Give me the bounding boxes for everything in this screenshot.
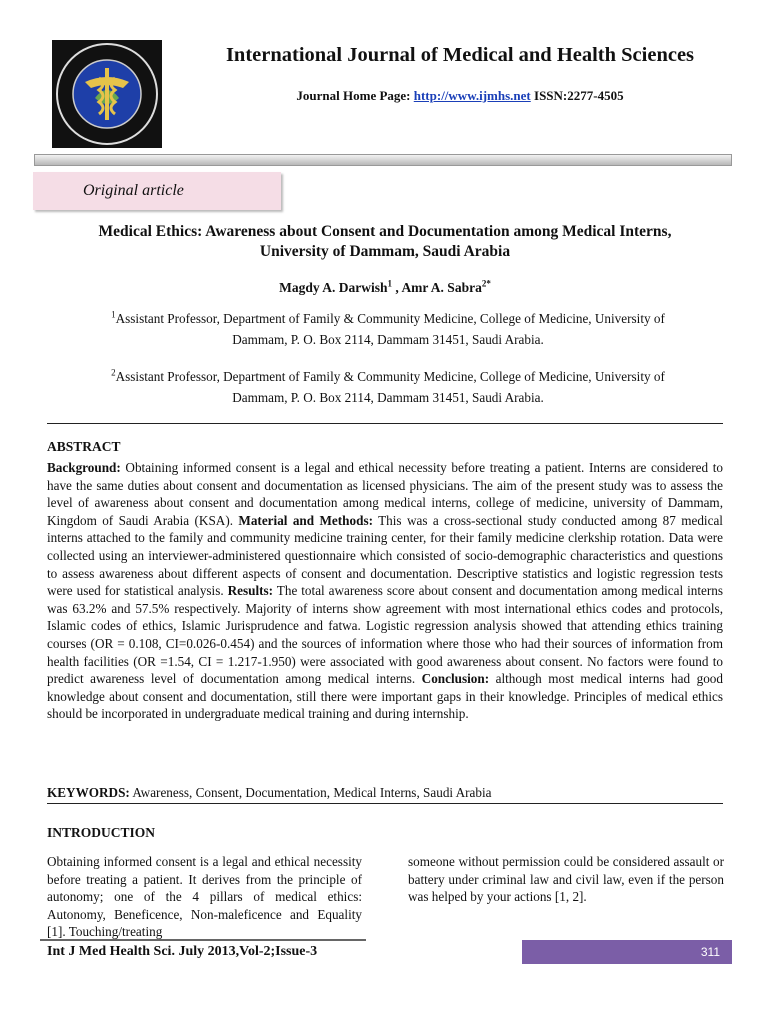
abstract-top-rule [47,423,723,424]
results-label: Results: [227,583,274,599]
page-number-bar [522,940,732,964]
author-1: Magdy A. Darwish [279,280,388,295]
keywords [47,785,723,801]
affiliation-2 [52,366,724,408]
abstract-heading: ABSTRACT [47,439,121,454]
conclusion-label: Conclusion: [421,671,490,687]
footer-citation: Int J Med Health Sci. July 2013,Vol-2;Issue-3 [47,944,318,959]
journal-title: International Journal of Medical and Health Sciences [225,44,695,66]
author-separator: , [392,280,402,295]
journal-logo-emblem-icon [55,42,159,146]
journal-logo [52,40,162,148]
author-2-sup: 2* [481,278,491,289]
background-text: Obtaining informed consent is a legal and ethical necessity before treating a patient. Interns are considered to have the same duties about consent and documentation as licensed physicians. The aim of the present study was to assess the level of awareness about consent and documentation among medical interns, college of medicine, university of Dammam, Kingdom of Saudi Arabia (KSA). [47,460,723,528]
journal-home-line [180,88,740,104]
affiliation-1-line2: Dammam, P. O. Box 2114, Dammam 31451, Saudi Arabia. [232,332,544,347]
journal-home-link[interactable]: http://www.ijmhs.net [413,88,531,103]
issn: ISSN:2277-4505 [534,88,624,103]
paper-title-line2: University of Dammam, Saudi Arabia [259,243,511,260]
methods-text: This was a cross-sectional study conducted among 87 medical interns attached to the family and community medicine training center, for their family medicine clerkship rotation. Data were collected using an interviewer-administered questionnaire which consisted of socio-demographic characteristics and questions to assess awareness about different aspects of consent and documentation. Descriptive statistics and logistic regression tests were used for statistical analysis. [47,512,723,599]
paper-title-line1: Medical Ethics: Awareness about Consent and Documentation among Medical Interns, [98,223,672,240]
article-type-label: Original article [83,182,184,199]
article-type-banner [33,172,281,210]
conclusion-text: although most medical interns had good knowledge about consent and documentation, still there were important gaps in their knowledge. Principles of medical ethics should be incorporated in undergraduate medical training and during internship. [47,671,723,722]
affiliation-1-sup: 1 [111,309,116,320]
affiliation-2-line2: Dammam, P. O. Box 2114, Dammam 31451, Saudi Arabia. [232,390,544,405]
introduction-heading: INTRODUCTION [47,825,156,840]
affiliation-2-sup: 2 [111,367,116,378]
affiliation-2-line1: Assistant Professor, Department of Family & Community Medicine, College of Medicine, University of [115,369,665,384]
author-2: Amr A. Sabra [401,280,482,295]
results-text: The total awareness score about consent and documentation among medical interns was 63.2% and 57.5% respectively. Majority of interns show agreement with most international ethics codes and protocols, Islamic codes of ethics, Islamic Jurisprudence and fatwa. Logistic regression analysis showed that attending ethics training courses (OR = 0.108, CI=0.026-0.454) and the sources of information where those who had their sources of information from health facilities (OR =1.54, CI = 1.217-1.950) were associated with good awareness about consent. No factors were found to predict awareness level of documentation among medical interns. [47,583,723,687]
footer-rule [40,939,366,941]
background-label: Background: [47,460,121,475]
affiliation-1-line1: Assistant Professor, Department of Family & Community Medicine, College of Medicine, University of [115,311,665,326]
introduction-column-1: Obtaining informed consent is a legal and ethical necessity before treating a patient. It derives from the principle of autonomy; one of the 4 pillars of medical ethics: Autonomy, Beneficence, Non-maleficence and Equality [1]. Touching/treating [47,854,362,939]
abstract-body [47,459,723,723]
introduction-column-2: someone without permission could be considered assault or battery under criminal law and civil law, even if the person was helped by your actions [1, 2]. [408,854,724,904]
methods-label: Material and Methods: [238,512,373,528]
keywords-label: KEYWORDS: [47,785,130,800]
keywords-text: Awareness, Consent, Documentation, Medical Interns, Saudi Arabia [129,785,492,800]
keywords-rule [47,803,723,804]
header-rule-bar [34,154,732,166]
affiliation-1 [52,308,724,350]
author-1-sup: 1 [387,278,393,289]
home-page-label: Journal Home Page: [296,88,411,103]
authors [40,280,730,296]
paper-title [40,222,730,262]
page-number: 311 [700,945,720,959]
